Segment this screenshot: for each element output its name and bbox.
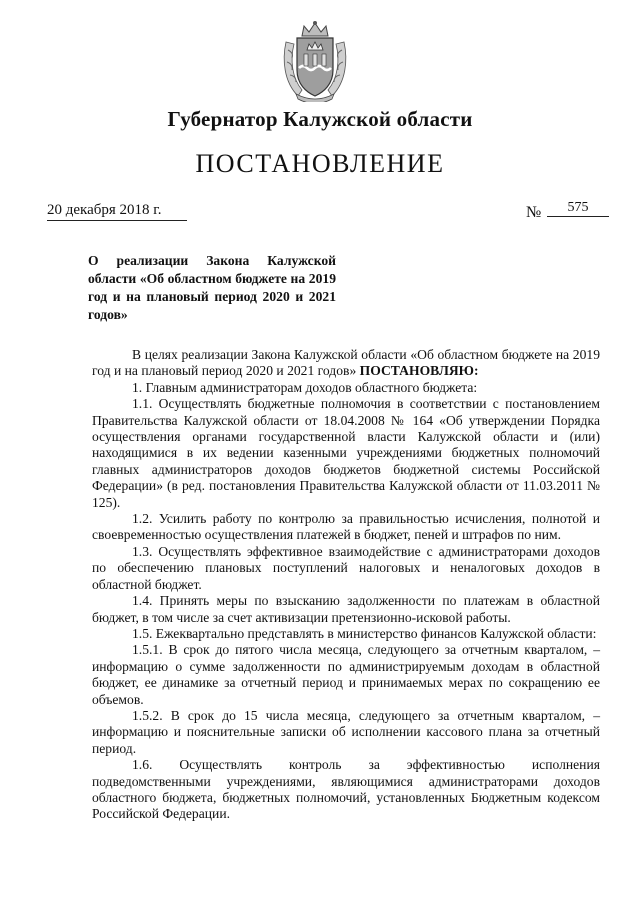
document-type: ПОСТАНОВЛЕНИЕ — [195, 149, 445, 178]
clause-1-4: 1.4. Принять меры по взысканию задолженности по платежам в областной бюджет, в том числе за счет активизации претензионно-исковой работы. — [92, 593, 600, 625]
clause-1-3: 1.3. Осуществлять эффективное взаимодействие с администраторами доходов по обеспечению плановых поступлений налоговых и неналоговых доходов в областной бюджет. — [92, 543, 600, 592]
clause-1-5-1: 1.5.1. В срок до пятого числа месяца, следующего за отчетным кварталом, – информацию о сумме задолженности по администрируемым доходам в областной бюджет, ее динамике за отчетный период и принимаемых мерах по сокращению ее объемов. — [92, 642, 600, 707]
clause-1: 1. Главным администраторам доходов областного бюджета: — [132, 379, 478, 395]
coat-of-arms-icon — [280, 20, 350, 102]
clause-1-5-2: 1.5.2. В срок до 15 числа месяца, следующего за отчетным кварталом, – информацию и пояснительные записки об исполнении кассового плана за отчетный период. — [92, 707, 600, 756]
clause-1-2: 1.2. Усилить работу по контролю за правильностью исчисления, полнотой и своевременностью осуществления платежей в бюджет, пеней и штрафов по ним. — [92, 511, 600, 543]
document-title: О реализации Закона Калужской области «Об областном бюджете на 2019 год и на плановый период 2020 и 2021 годов» — [88, 253, 336, 322]
issuing-authority: Губернатор Калужской области — [167, 107, 473, 131]
document-number-label: № — [526, 204, 542, 221]
document-number: 575 — [547, 200, 609, 217]
preamble-text: В целях реализации Закона Калужской области «Об областном бюджете на 2019 год и на плановый период 2020 и 2021 годов» — [92, 347, 600, 379]
document-body — [92, 347, 600, 823]
document-date: 20 декабря 2018 г. — [47, 202, 187, 221]
clause-1-5: 1.5. Ежеквартально представлять в министерство финансов Калужской области: — [132, 625, 597, 641]
decree-word: ПОСТАНОВЛЯЮ: — [359, 363, 479, 379]
clause-1-6: 1.6. Осуществлять контроль за эффективностью исполнения подведомственными учреждениями, являющимися администраторами доходов областного бюджета, бюджетных полномочий, установленных Бюджетным кодексом Российской Федерации. — [92, 757, 600, 822]
clause-1-1: 1.1. Осуществлять бюджетные полномочия в соответствии с постановлением Правительства Калужской области от 18.04.2008 № 164 «Об утверждении Порядка осуществления органами государственной власти Калужской области и (или) находящимися в их ведении казенными учреждениями бюджетных полномочий главных администраторов доходов бюджетов бюджетной системы Российской Федерации» (в ред. постановления Правительства Калужской области от 11.03.2011 № 125). — [92, 396, 600, 510]
preamble-paragraph — [92, 347, 600, 380]
